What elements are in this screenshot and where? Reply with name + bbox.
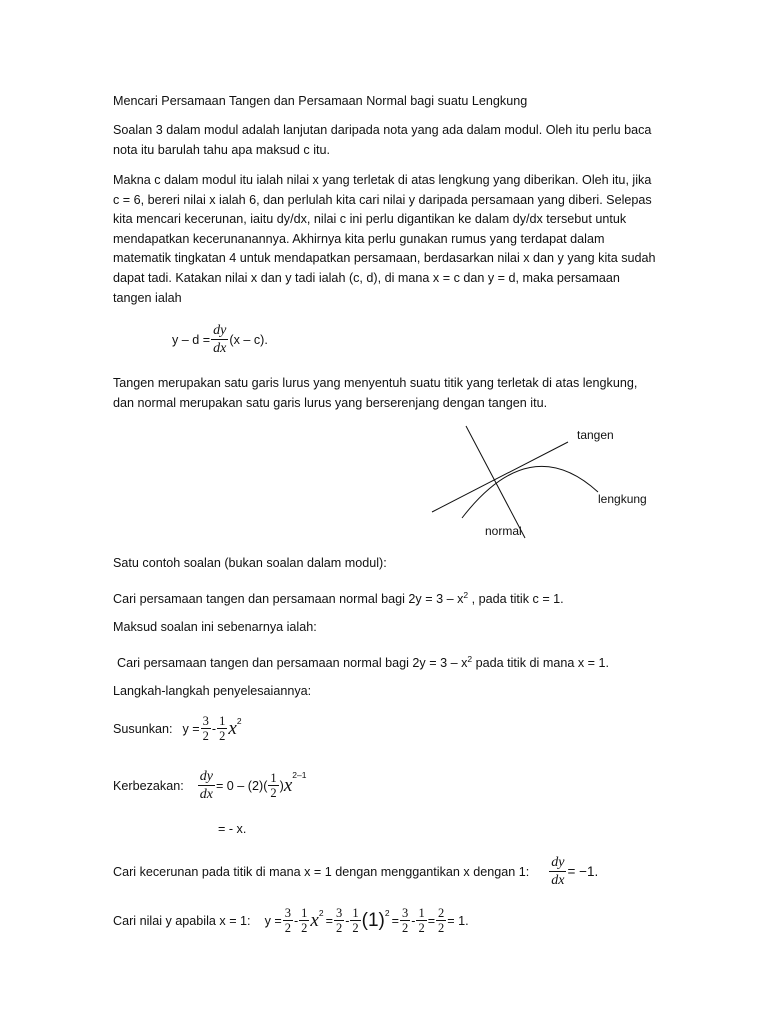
math-exponent: 2 [236,716,242,726]
fraction [400,906,410,935]
fraction [201,714,211,743]
fraction [268,771,278,800]
fraction-denominator: 2 [219,729,226,743]
fraction-denominator: 2 [352,921,359,935]
step-label: Susunkan: [113,721,173,736]
question-part: Cari persamaan tangen dan persamaan normal bagi 2y = 3 – x [113,592,464,607]
curve-line [462,466,598,518]
steps-heading: Langkah-langkah penyelesaiannya: [113,684,312,698]
step-arrange [113,714,242,743]
fraction-denominator: 2 [401,921,409,935]
math-text: = 1. [447,913,469,928]
fraction [299,906,309,935]
math-exponent: 2 [384,908,390,918]
fraction [416,906,426,935]
math-text: ) [279,778,284,793]
math-text: - [211,721,217,736]
meaning-part: pada titik di mana x = 1. [472,656,609,671]
label-normal: normal [485,524,522,538]
question-exponent: 2 [463,590,469,600]
fraction-denominator: 2 [418,921,425,935]
fraction-numerator: 2 [438,906,445,920]
fraction-numerator: dy [199,769,213,784]
normal-line [466,426,525,538]
fraction-denominator: 2 [270,786,277,800]
fraction-numerator: 1 [270,771,277,785]
formula-rhs: (x – c). [229,332,268,347]
fraction-numerator: 3 [335,906,343,920]
fraction-denominator: 2 [301,921,308,935]
fraction [334,906,344,935]
fraction-numerator: dy [551,855,565,870]
fraction-numerator: 1 [352,906,359,920]
meaning-heading: Maksud soalan ini sebenarnya ialah: [113,620,317,634]
math-text: - [411,913,416,928]
step-find-y [113,906,469,935]
math-text: = −1. [567,864,599,879]
fraction-denominator: dx [213,341,227,356]
tangent-formula [172,322,268,357]
example-heading: Satu contoh soalan (bukan soalan dalam modul): [113,556,387,570]
math-variable: x [310,909,319,931]
question-text [113,586,658,610]
fraction-numerator: 3 [284,906,291,920]
fraction-numerator: 3 [401,906,409,920]
step-label: Kerbezakan: [113,778,184,793]
math-text: = [391,913,399,928]
step-gradient [113,854,598,889]
math-variable: x [283,774,293,796]
fraction [283,906,293,935]
math-exponent: 2–1 [292,770,307,780]
question-part: , pada titik c = 1. [468,592,564,607]
label-tangen: tangen [577,428,614,442]
meaning-text [117,650,662,674]
page-title: Mencari Persamaan Tangen dan Persamaan Normal bagi suatu Lengkung [113,94,528,108]
label-lengkung: lengkung [598,492,647,506]
meaning-exponent: 2 [467,654,473,664]
meaning-part: Cari persamaan tangen dan persamaan normal bagi 2y = 3 – x [117,656,468,671]
math-text: - [293,913,299,928]
formula-lhs: y – d = [172,332,211,347]
math-variable: x [228,717,237,739]
tangent-normal-diagram [420,420,670,550]
fraction-numerator: 1 [219,714,226,728]
fraction-denominator: 2 [438,921,445,935]
math-text: = 0 – (2)( [215,778,268,793]
paragraph-intro: Soalan 3 dalam modul adalah lanjutan daripada nota yang ada dalam modul. Oleh itu perlu baca nota itu barulah tahu apa maksud c itu. [113,123,652,157]
dy-dx-fraction [549,854,566,889]
math-text: - [345,913,350,928]
fraction-denominator: dx [551,873,565,888]
math-text: (1) [361,909,385,931]
paragraph-tangent-normal: Tangen merupakan satu garis lurus yang menyentuh suatu titik yang terletak di atas lengkung, dan normal merupakan satu garis lurus yang berserenjang dengan tangen itu. [113,376,638,410]
fraction-denominator: 2 [202,729,209,743]
fraction [436,906,446,935]
fraction-numerator: 1 [301,906,308,920]
fraction-denominator: 2 [335,921,343,935]
fraction-denominator: 2 [284,921,291,935]
fraction-numerator: 3 [202,714,209,728]
step-label: Cari nilai y apabila x = 1: [113,913,251,928]
step-label: Cari kecerunan pada titik di mana x = 1 dengan menggantikan x dengan 1: [113,864,530,879]
fraction-numerator: 1 [418,906,425,920]
fraction [217,714,227,743]
tangent-line [432,442,568,512]
step-differentiate-result: = - x. [218,822,247,836]
dy-dx-fraction [198,768,215,803]
paragraph-meaning-c: Makna c dalam modul itu ialah nilai x yang terletak di atas lengkung yang diberikan. Oleh itu, jika c = 6, bereri nilai x ialah 6, dan perlulah kita cari nilai y daripada persamaan yang diberi. Selepas kita mencari kecerunan, iaitu dy/dx, nilai c ini perlu digantikan ke dalam dy/dx tersebut untuk mendapatkan kecerunanannya. Akhirnya kita perlu gunakan rumus yang terdapat dalam matematik tingkatan 4 untuk mendapatkan persamaan, berdasarkan nilai x dan y yang kita sudah dapat tadi. Katakan nilai x dan y tadi ialah (c, d), di mana x = c dan y = d, maka persamaan tangen ialah [113,173,656,305]
dy-dx-fraction [211,322,228,357]
math-exponent: 2 [318,908,324,918]
math-text: = [325,913,333,928]
math-text: y = [264,913,282,928]
math-text: = [427,913,436,928]
math-text: y = [182,721,200,736]
fraction-numerator: dy [213,323,227,338]
fraction-denominator: dx [199,787,213,802]
fraction [350,906,360,935]
step-differentiate [113,768,306,803]
